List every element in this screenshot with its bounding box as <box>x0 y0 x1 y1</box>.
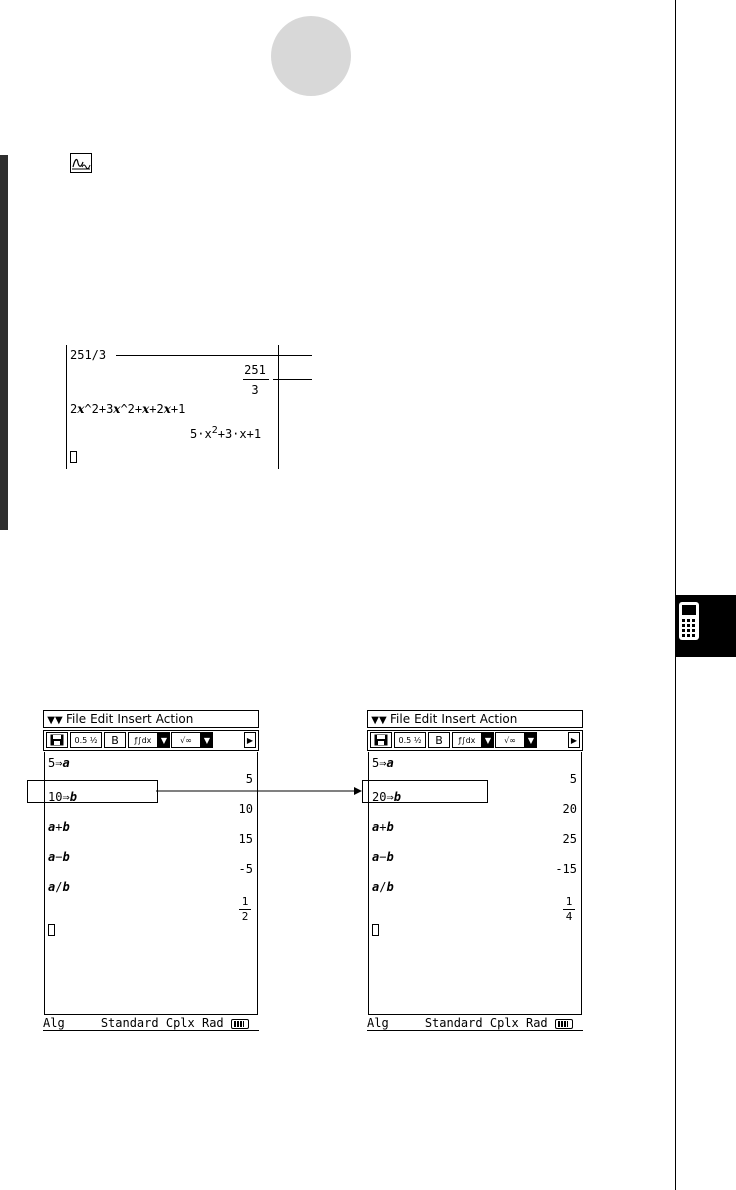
math-keyboard-icon[interactable]: ƒ∫dx <box>452 732 482 748</box>
menu-chevron-icon[interactable]: ▼▼ <box>47 715 63 726</box>
status-bar <box>367 1016 583 1031</box>
status-format: Standard <box>424 1016 483 1030</box>
result-fraction <box>239 896 251 923</box>
status-angle: Rad <box>201 1016 224 1030</box>
radical-keyboard-icon[interactable]: √∞ <box>171 732 201 748</box>
result-line: 20 <box>562 802 577 816</box>
toolbar <box>367 730 583 751</box>
status-format: Standard <box>100 1016 159 1030</box>
input-line-1: 251/3 <box>70 348 107 362</box>
menu-chevron-icon[interactable]: ▼▼ <box>371 715 387 726</box>
display-left-border <box>66 345 67 469</box>
menu-file[interactable]: File <box>390 712 411 726</box>
decimal-fraction-toggle-icon[interactable]: 0.5 ½ <box>394 732 426 748</box>
math-keyboard-icon <box>70 153 92 173</box>
result-line-2: $5\cdot x^2+3\cdot x+1$ <box>190 425 262 441</box>
page-header-circle <box>271 16 351 96</box>
menu-action[interactable]: Action <box>155 712 194 726</box>
menu-insert[interactable]: Insert <box>117 712 152 726</box>
result-line: 5 <box>569 772 577 786</box>
result-1-denominator: 3 <box>251 383 259 397</box>
fraction-numerator: 1 <box>565 895 573 908</box>
input-line[interactable]: a−b <box>372 850 394 864</box>
toolbar-scroll-right-icon[interactable]: ▶ <box>244 732 256 748</box>
status-mode: Alg <box>43 1016 65 1030</box>
status-complex: Cplx <box>489 1016 519 1030</box>
result-fraction <box>563 896 575 923</box>
leader-line-1 <box>116 355 312 356</box>
dropdown-arrow-icon[interactable]: ▼ <box>158 732 170 748</box>
save-icon[interactable] <box>370 732 392 748</box>
input-line[interactable]: a/b <box>372 880 394 894</box>
menu-edit[interactable]: Edit <box>90 712 114 726</box>
result-line: 15 <box>238 832 253 846</box>
status-mode: Alg <box>367 1016 389 1030</box>
left-margin-bar <box>0 155 8 530</box>
status-bar <box>43 1016 259 1031</box>
radical-keyboard-icon[interactable]: √∞ <box>495 732 525 748</box>
result-1-fraction-bar <box>243 379 269 380</box>
entry-cursor[interactable] <box>48 922 55 936</box>
battery-icon <box>231 1019 249 1029</box>
decimal-fraction-toggle-icon[interactable]: 0.5 ½ <box>70 732 102 748</box>
result-line: 5 <box>245 772 253 786</box>
menu-bar <box>367 710 583 728</box>
result-line: 25 <box>562 832 577 846</box>
entry-cursor <box>70 446 77 465</box>
fraction-numerator: 1 <box>241 895 249 908</box>
result-line: 10 <box>238 802 253 816</box>
battery-icon <box>555 1019 573 1029</box>
input-line[interactable]: a+b <box>372 820 394 834</box>
menu-action[interactable]: Action <box>479 712 518 726</box>
input-line[interactable]: 5⇒a <box>48 756 70 770</box>
change-arrow <box>156 784 362 798</box>
toolbar <box>43 730 259 751</box>
input-line[interactable]: 10⇒b <box>48 790 77 804</box>
result-line: -15 <box>555 862 577 876</box>
top-example-display <box>66 345 316 470</box>
dropdown-arrow-icon[interactable]: ▼ <box>482 732 494 748</box>
dropdown-arrow-icon[interactable]: ▼ <box>201 732 213 748</box>
save-icon[interactable] <box>46 732 68 748</box>
menu-insert[interactable]: Insert <box>441 712 476 726</box>
fraction-denominator: 2 <box>241 910 249 923</box>
input-line[interactable]: a+b <box>48 820 70 834</box>
input-line[interactable]: 20⇒b <box>372 790 401 804</box>
left-calculator-screen <box>43 710 259 1032</box>
bold-button[interactable]: B <box>428 732 450 748</box>
status-angle: Rad <box>525 1016 548 1030</box>
bold-button[interactable]: B <box>104 732 126 748</box>
input-line[interactable]: 5⇒a <box>372 756 394 770</box>
menu-file[interactable]: File <box>66 712 87 726</box>
result-1-numerator: 251 <box>244 363 266 377</box>
result-line: -5 <box>238 862 253 876</box>
toolbar-scroll-right-icon[interactable]: ▶ <box>568 732 580 748</box>
menu-bar <box>43 710 259 728</box>
status-complex: Cplx <box>165 1016 195 1030</box>
input-line-2: 2x^2+3x^2+x+2x+1 <box>70 402 186 416</box>
input-line[interactable]: a−b <box>48 850 70 864</box>
chapter-tab <box>675 595 736 657</box>
dropdown-arrow-icon[interactable]: ▼ <box>525 732 537 748</box>
menu-edit[interactable]: Edit <box>414 712 438 726</box>
highlight-box-left <box>27 780 158 803</box>
input-line[interactable]: a/b <box>48 880 70 894</box>
leader-line-2 <box>273 379 312 380</box>
highlight-box-right <box>362 780 488 803</box>
fraction-denominator: 4 <box>565 910 573 923</box>
right-calculator-screen <box>367 710 583 1032</box>
calculator-icon <box>675 595 736 657</box>
math-keyboard-icon[interactable]: ƒ∫dx <box>128 732 158 748</box>
entry-cursor[interactable] <box>372 922 379 936</box>
display-right-border <box>278 345 279 469</box>
